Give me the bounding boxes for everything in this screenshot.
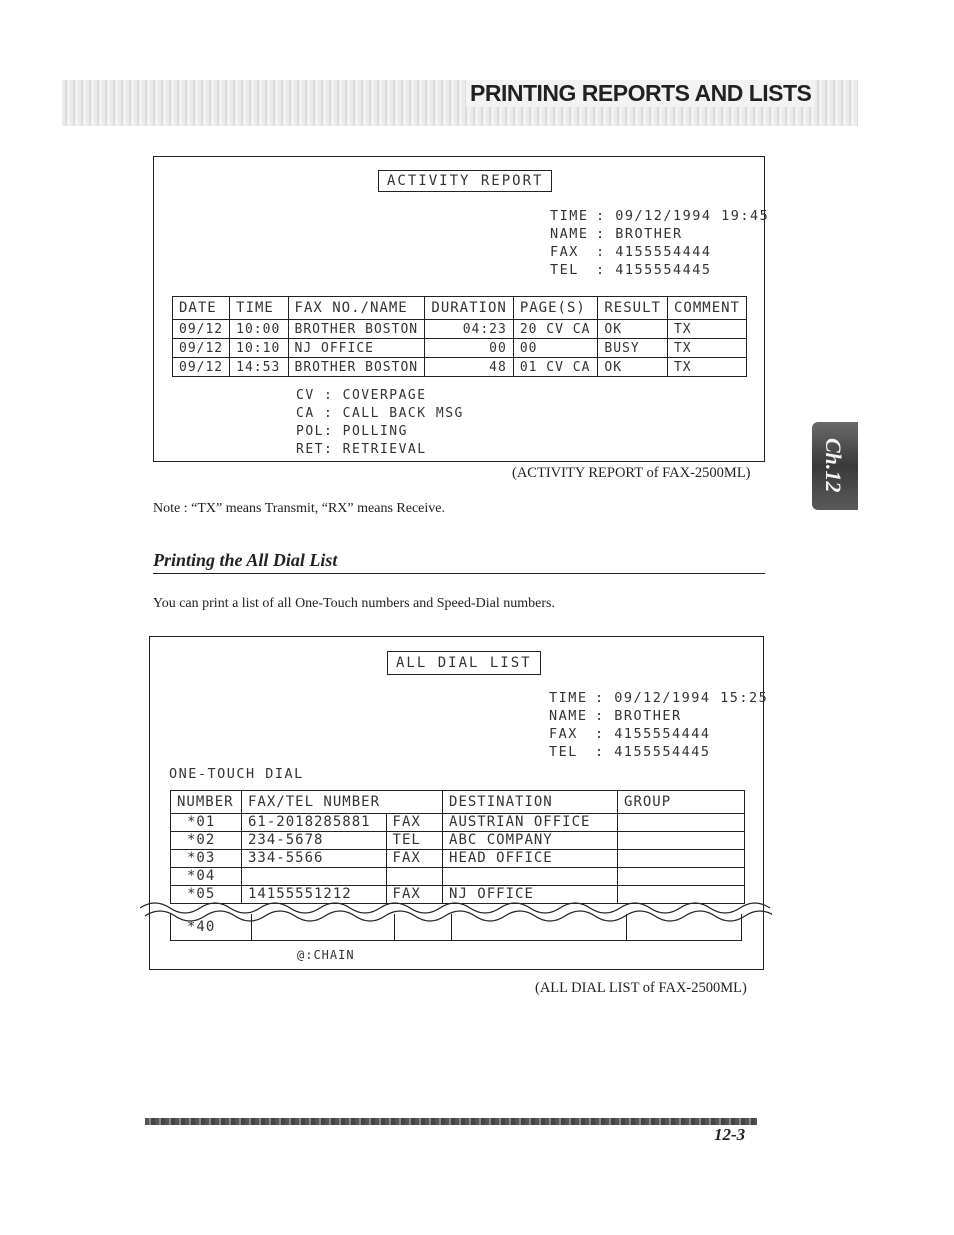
note-text: Note : “TX” means Transmit, “RX” means Receive. [153,501,445,516]
all-dial-list-meta [549,689,768,761]
chain-footnote: @:CHAIN [297,948,355,962]
legend-line: CV : COVERPAGE [296,388,427,403]
legend-line: POL: POLLING [296,424,408,439]
column-header: COMMENT [667,297,746,320]
activity-report-title: ACTIVITY REPORT [378,170,552,192]
meta-row: FAX : 4155554444 [550,244,712,260]
table-row: *01 61-2018285881 FAX AUSTRIAN OFFICE [171,814,745,832]
section-title: Printing the All Dial List [153,550,338,570]
all-dial-list-table [170,790,745,904]
section-divider [153,573,765,574]
table-header-row [171,791,745,814]
table-row: *04 [171,868,745,886]
table-header-row [173,297,747,320]
table-row: *40 [171,914,742,941]
activity-report-table [172,296,747,377]
page-header-title: PRINTING REPORTS AND LISTS [466,80,815,107]
chapter-tab-label: Ch.12 [821,438,846,493]
footer-bar [145,1118,757,1125]
column-header [386,791,443,814]
meta-row: TEL : 4155554445 [550,262,712,278]
all-dial-list-last-row-table [170,914,742,941]
all-dial-list-title: ALL DIAL LIST [387,651,541,675]
legend-line: CA : CALL BACK MSG [296,406,464,421]
meta-row: NAME : BROTHER [549,708,682,724]
column-header: GROUP [618,791,745,814]
column-header: NUMBER [171,791,242,814]
column-header: FAX NO./NAME [288,297,425,320]
meta-row: NAME : BROTHER [550,226,683,242]
column-header: RESULT [598,297,668,320]
column-header: FAX/TEL NUMBER [242,791,387,814]
column-header: DATE [173,297,230,320]
table-row: *02 234-5678 TEL ABC COMPANY [171,832,745,850]
table-row: 09/12 10:00 BROTHER BOSTON 04:23 20 CV CA OK TX [173,320,747,339]
section-body: You can print a list of all One-Touch numbers and Speed-Dial numbers. [153,596,555,611]
column-header: DURATION [425,297,513,320]
activity-report-meta [550,207,769,279]
meta-row: TIME : 09/12/1994 19:45 [550,208,770,224]
column-header: DESTINATION [443,791,618,814]
chapter-tab [812,422,858,510]
all-dial-list-caption: (ALL DIAL LIST of FAX-2500ML) [535,980,747,996]
one-touch-dial-heading: ONE-TOUCH DIAL [169,766,304,782]
column-header: PAGE(S) [513,297,598,320]
table-row: *03 334-5566 FAX HEAD OFFICE [171,850,745,868]
meta-row: TEL : 4155554445 [549,744,711,760]
activity-report-caption: (ACTIVITY REPORT of FAX-2500ML) [512,465,751,481]
meta-row: FAX : 4155554444 [549,726,711,742]
page-number: 12-3 [714,1125,746,1144]
column-header: TIME [230,297,288,320]
meta-row: TIME : 09/12/1994 15:25 [549,690,769,706]
activity-report-legend [296,387,464,459]
table-row: 09/12 14:53 BROTHER BOSTON 48 01 CV CA OK TX [173,358,747,377]
table-row: *05 14155551212 FAX NJ OFFICE [171,886,745,904]
legend-line: RET: RETRIEVAL [296,442,427,457]
table-row: 09/12 10:10 NJ OFFICE 00 00 BUSY TX [173,339,747,358]
